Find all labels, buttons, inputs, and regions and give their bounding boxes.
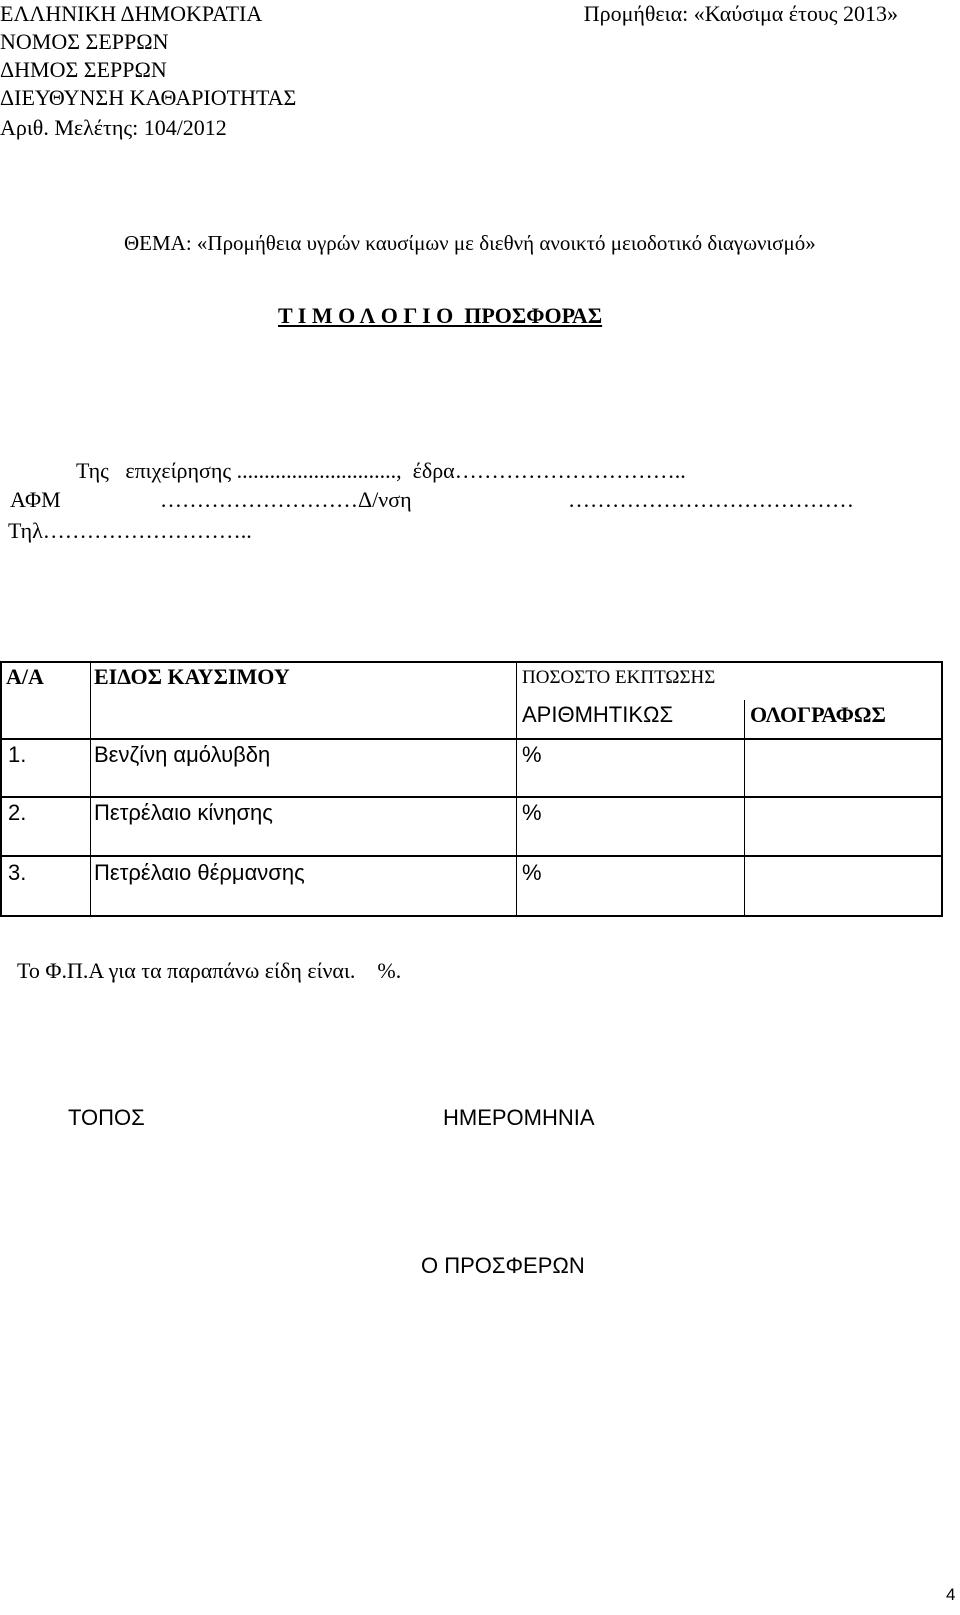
header-discount: ΠΟΣΟΣΤΟ ΕΚΠΤΩΣΗΣ (522, 667, 716, 688)
bidder-label: Ο ΠΡΟΣΦΕΡΩΝ (421, 1253, 585, 1278)
row-fuel-name: Βενζίνη αμόλυβδη (94, 742, 271, 767)
table-line (0, 738, 943, 740)
row-number: 1. (8, 742, 27, 767)
phone-line: Τηλ……………………….. (8, 518, 252, 543)
document-title: Τ Ι Μ Ο Λ Ο Γ Ι Ο ΠΡΟΣΦΟΡΑΣ (278, 303, 603, 328)
header-aa: Α/Α (6, 664, 44, 689)
header-numeric: ΑΡΙΘΜΗΤΙΚΩΣ (522, 702, 674, 727)
address-line: ………………………Δ/νση (160, 487, 412, 512)
header-study-number: Αριθ. Μελέτης: 104/2012 (0, 115, 227, 140)
company-line: Της επιχείρησης ............................., έδρα………………………….. (76, 458, 686, 483)
header-municipality: ΔΗΜΟΣ ΣΕΡΡΩΝ (0, 57, 167, 82)
table-line (0, 915, 943, 917)
table-line (941, 661, 943, 917)
place-label: ΤΟΠΟΣ (68, 1105, 145, 1130)
header-department: ΔΙΕΥΘΥΝΣΗ ΚΑΘΑΡΙΟΤΗΤΑΣ (0, 85, 297, 110)
table-line (744, 700, 745, 917)
row-number: 3. (8, 860, 27, 885)
table-line (90, 661, 91, 917)
table-line (516, 661, 517, 917)
row-percent: % (522, 860, 542, 885)
header-procurement: Προμήθεια: «Καύσιμα έτους 2013» (583, 1, 898, 26)
row-fuel-name: Πετρέλαιο θέρμανσης (94, 860, 305, 885)
row-percent: % (522, 742, 542, 767)
header-in-words: ΟΛΟΓΡΑΦΩΣ (750, 702, 886, 727)
header-prefecture: ΝΟΜΟΣ ΣΕΡΡΩΝ (0, 29, 169, 54)
page-number: 4 (946, 1585, 956, 1604)
table-line (0, 661, 2, 917)
header-country: ΕΛΛΗΝΙΚΗ ΔΗΜΟΚΡΑΤΙΑ (0, 1, 263, 26)
table-line (0, 855, 943, 857)
row-fuel-name: Πετρέλαιο κίνησης (94, 800, 273, 825)
header-fuel-type: ΕΙΔΟΣ ΚΑΥΣΙΜΟΥ (94, 664, 290, 689)
date-label: ΗΜΕΡΟΜΗΝΙΑ (443, 1105, 595, 1130)
table-line (0, 661, 943, 663)
afm-label: ΑΦΜ (10, 487, 61, 512)
vat-note: Το Φ.Π.Α για τα παραπάνω είδη είναι. %. (17, 958, 402, 983)
subject-line: ΘΕΜΑ: «Προμήθεια υγρών καυσίμων με διεθνή ανοικτό μειοδοτικό διαγωνισμό» (124, 231, 816, 255)
row-percent: % (522, 800, 542, 825)
row-number: 2. (8, 800, 27, 825)
address-dots: ………………………………… (568, 487, 854, 512)
table-line (0, 796, 943, 798)
